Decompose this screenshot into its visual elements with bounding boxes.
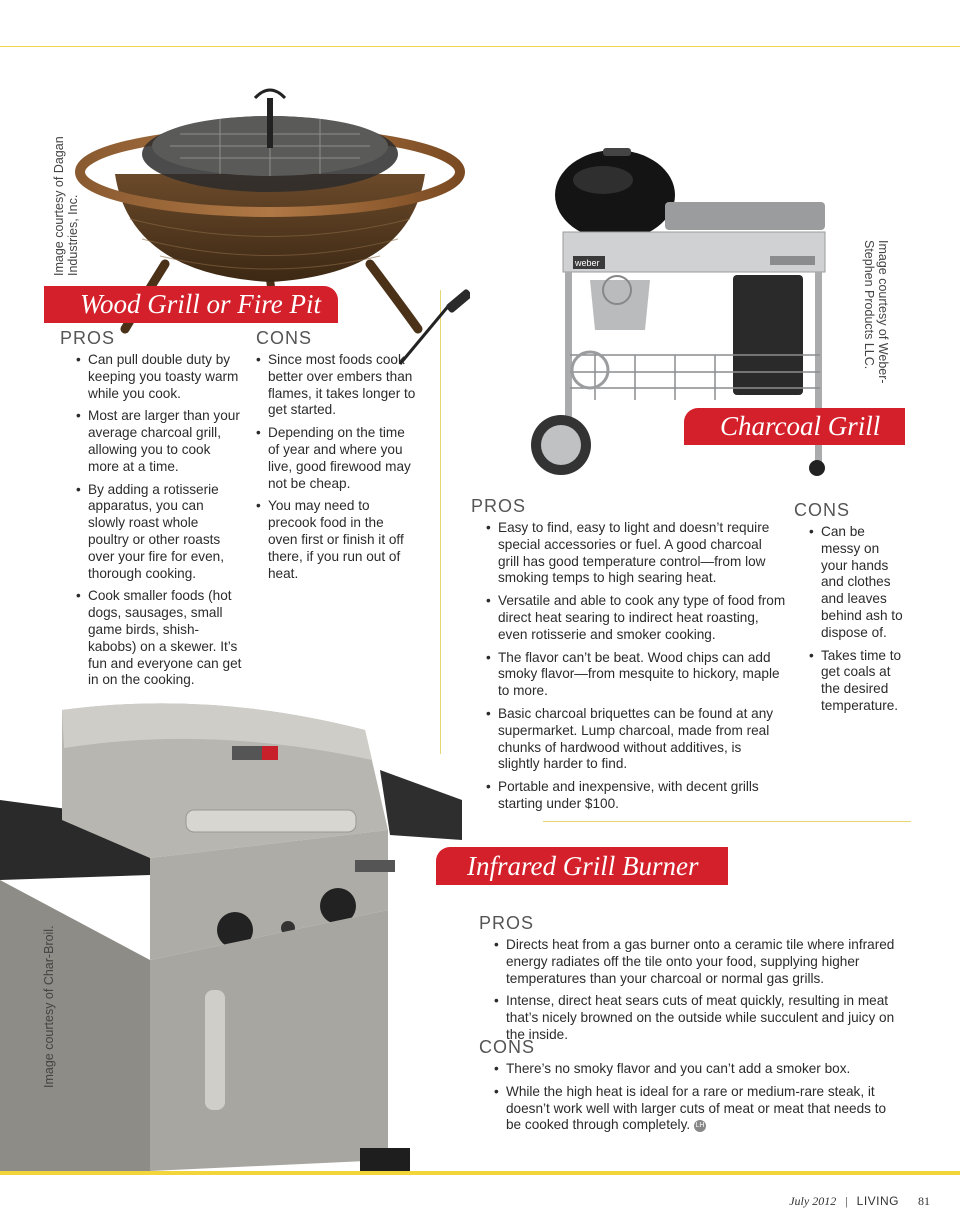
list-item: • The flavor can’t be beat. Wood chips can add smoky flavor—from mesquite to hickory, maple to more.	[486, 650, 786, 700]
infrared-section-title: Infrared Grill Burner	[436, 847, 728, 885]
end-mark-icon: LH	[694, 1120, 706, 1132]
charcoal-image-credit: Image courtesy of Weber- Stephen Products LLC.	[862, 240, 890, 384]
wood-pros-list	[76, 352, 242, 695]
list-item: • Can pull double duty by keeping you toasty warm while you cook.	[76, 352, 242, 402]
section-divider	[543, 821, 911, 822]
footer-separator: |	[845, 1194, 848, 1208]
top-rule	[0, 46, 960, 47]
bottom-rule	[0, 1171, 960, 1175]
infrared-grill-image	[0, 690, 462, 1171]
infrared-pros-list	[494, 937, 904, 1050]
page-number: 81	[918, 1194, 930, 1208]
list-item: • Directs heat from a gas burner onto a ceramic tile where infrared energy radiates off the tile onto your food, supplying higher temperatures than your charcoal or normal gas grills.	[494, 937, 904, 987]
wood-section-title: Wood Grill or Fire Pit	[44, 286, 338, 323]
list-item: • Depending on the time of year and where you live, good firewood may not be cheap.	[256, 425, 416, 492]
infrared-image-credit: Image courtesy of Char-Broil.	[42, 925, 56, 1088]
list-item: • Portable and inexpensive, with decent grills starting under $100.	[486, 779, 786, 813]
list-item: • Easy to find, easy to light and doesn’t require special accessories or fuel. A good charcoal grill has good temperature control—from low smoking temps to high searing heat.	[486, 520, 786, 587]
charcoal-cons-heading: CONS	[794, 500, 851, 520]
list-item: • Basic charcoal briquettes can be found at any supermarket. Lump charcoal, made from real chunks of hardwood without additives, is slightly harder to find.	[486, 706, 786, 773]
list-item: • Can be messy on your hands and clothes and leaves behind ash to dispose of.	[809, 524, 905, 642]
wood-pros-heading: PROS	[60, 328, 116, 348]
list-item: • Most are larger than your average charcoal grill, allowing you to cook more at a time.	[76, 408, 242, 475]
list-item: • Versatile and able to cook any type of food from direct heat searing to indirect heat roasting, even rotisserie and smoker cooking.	[486, 593, 786, 643]
list-item: • Cook smaller foods (hot dogs, sausages, small game birds, shish-kabobs) on a skewer. It’s fun and everyone can get in on the cooking.	[76, 588, 242, 689]
wood-image-credit: Image courtesy of Dagan Industries, Inc.	[52, 136, 80, 276]
footer-section: LIVING	[856, 1194, 899, 1208]
charcoal-section-title: Charcoal Grill	[684, 408, 905, 445]
charcoal-pros-heading: PROS	[471, 496, 527, 516]
list-item: • Since most foods cook better over embers than flames, it takes longer to get started.	[256, 352, 416, 419]
infrared-pros-heading: PROS	[479, 913, 535, 933]
wood-cons-list	[256, 352, 416, 588]
list-item: • Intense, direct heat sears cuts of meat quickly, resulting in meat that’s nicely browned on the outside while succulent and juicy on the inside.	[494, 993, 904, 1043]
footer-issue: July 2012	[789, 1194, 837, 1208]
list-item: • By adding a rotisserie apparatus, you can slowly roast whole poultry or other roasts over your fire for even, thorough cooking.	[76, 482, 242, 583]
list-item: • Takes time to get coals at the desired temperature.	[809, 648, 905, 715]
list-item-text: While the high heat is ideal for a rare or medium-rare steak, it doesn’t work well with larger cuts of meat or meat that needs to be cooked through completely.	[506, 1083, 887, 1133]
wood-cons-heading: CONS	[256, 328, 313, 348]
infrared-cons-list	[494, 1061, 904, 1140]
list-item	[494, 1084, 904, 1134]
charcoal-pros-list	[486, 520, 786, 819]
list-item: • You may need to precook food in the oven first or finish it off there, if you run out of heat.	[256, 498, 416, 582]
charcoal-cons-list	[809, 524, 905, 721]
list-item: • There’s no smoky flavor and you can’t add a smoker box.	[494, 1061, 904, 1078]
infrared-cons-heading: CONS	[479, 1037, 536, 1057]
weber-logo: weber	[575, 258, 600, 268]
page-footer	[789, 1194, 930, 1209]
